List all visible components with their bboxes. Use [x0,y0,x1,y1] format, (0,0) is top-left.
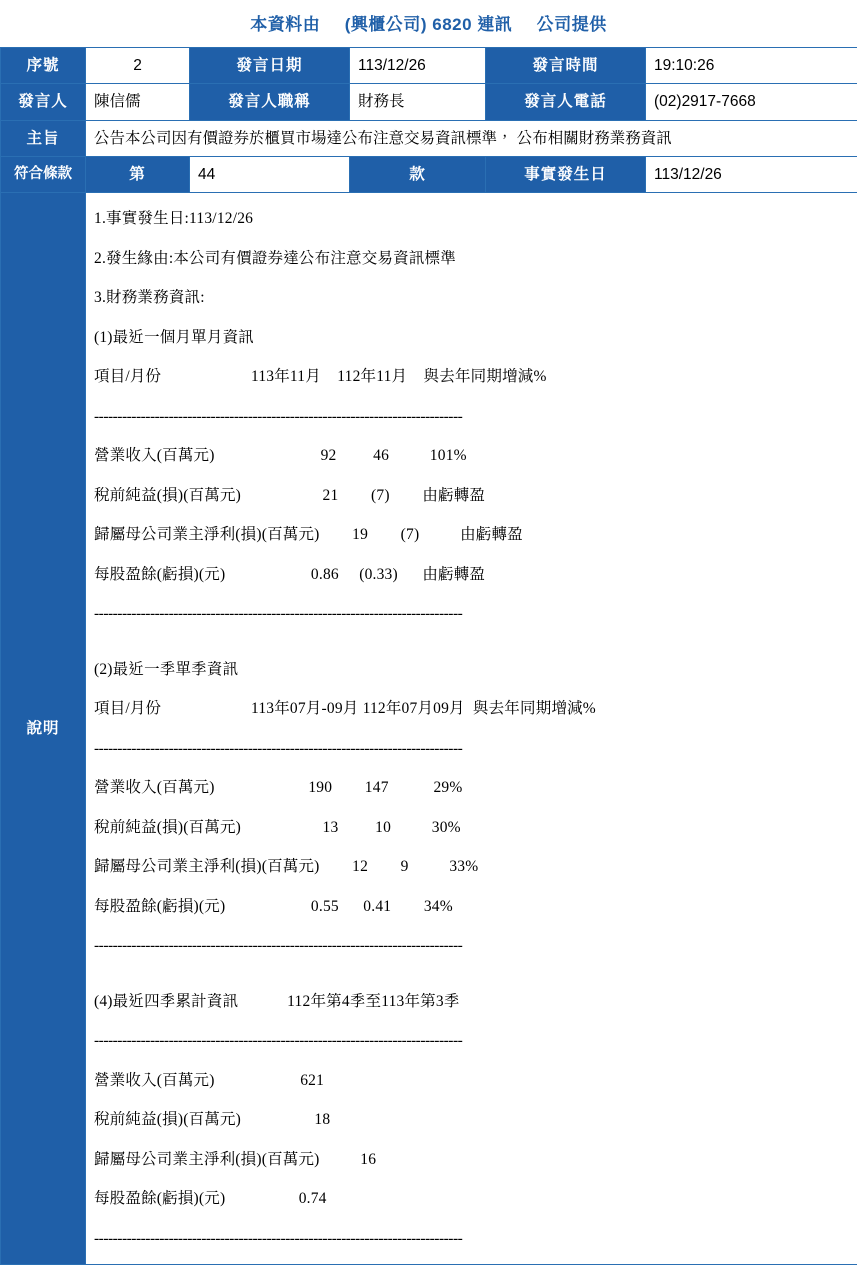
description-line: 1.事實發生日:113/12/26 [94,210,254,227]
speaker-label: 發言人 [1,84,86,120]
headline-suffix: 公司提供 [536,15,607,34]
description-line: 營業收入(百萬元) 190 147 29% [94,779,463,797]
speaker-phone-label: 發言人電話 [486,84,646,120]
description-line: ------------------------------------------------------------------------------- [94,605,463,623]
clause-item-label: 款 [350,156,486,192]
clause-label: 符合條款 [1,156,86,192]
table-row-seq [1,48,857,84]
description-line [94,966,849,982]
clause-no-label: 第 [86,156,190,192]
headline-company: (興櫃公司) 6820 連訊 [344,15,513,34]
speaker-value: 陳信儒 [86,84,190,120]
page-title [0,0,857,47]
description-line: ------------------------------------------------------------------------------- [94,407,463,425]
table-row-description [1,193,857,1265]
speaker-phone-value: (02)2917-7668 [646,84,857,120]
description-line: 3.財務業務資訊: [94,289,205,307]
description-line: 項目/月份 113年07月-09月 112年07月09月 與去年同期增減% [94,700,596,718]
fact-date-label: 事實發生日 [486,156,646,192]
time-value: 19:10:26 [646,48,857,84]
description-line: 營業收入(百萬元) 92 46 101% [94,447,467,465]
description-line: (4)最近四季累計資訊 112年第4季至113年第3季 [94,992,460,1010]
description-line: 每股盈餘(虧損)(元) 0.74 [94,1190,327,1208]
description-text [94,199,849,1258]
seq-label: 序號 [1,48,86,84]
description-line: 稅前純益(損)(百萬元) 13 10 30% [94,818,461,836]
description-line: 項目/月份 113年11月 112年11月 與去年同期增減% [94,368,547,386]
description-line: ------------------------------------------------------------------------------- [94,1229,463,1247]
headline-prefix: 本資料由 [250,15,321,34]
description-line: ------------------------------------------------------------------------------- [94,1032,463,1050]
announcement-table [0,47,857,1265]
time-label: 發言時間 [486,48,646,84]
description-line: 稅前純益(損)(百萬元) 18 [94,1111,331,1129]
description-line: 2.發生緣由:本公司有價證券達公布注意交易資訊標準 [94,249,456,267]
description-line: 營業收入(百萬元) 621 [94,1071,325,1089]
description-line: 每股盈餘(虧損)(元) 0.55 0.41 34% [94,897,453,915]
description-line: (2)最近一季單季資訊 [94,660,239,678]
table-row-clause [1,156,857,192]
description-line [94,634,849,650]
description-line: (1)最近一個月單月資訊 [94,328,254,346]
seq-value: 2 [86,48,190,84]
description-line: 歸屬母公司業主淨利(損)(百萬元) 16 [94,1150,377,1168]
date-value: 113/12/26 [350,48,486,84]
table-row-speaker [1,84,857,120]
fact-date-value: 113/12/26 [646,156,857,192]
description-line: 每股盈餘(虧損)(元) 0.86 (0.33) 由虧轉盈 [94,565,486,583]
date-label: 發言日期 [190,48,350,84]
speaker-title-label: 發言人職稱 [190,84,350,120]
description-line: ------------------------------------------------------------------------------- [94,937,463,955]
description-label: 說明 [1,193,86,1265]
subject-label: 主旨 [1,120,86,156]
table-row-subject [1,120,857,156]
subject-value: 公告本公司因有價證券於櫃買市場達公布注意交易資訊標準， 公布相關財務業務資訊 [86,120,857,156]
clause-no-value: 44 [190,156,350,192]
description-line: ------------------------------------------------------------------------------- [94,739,463,757]
speaker-title-value: 財務長 [350,84,486,120]
description-line: 稅前純益(損)(百萬元) 21 (7) 由虧轉盈 [94,486,486,504]
description-body [86,193,857,1265]
description-line: 歸屬母公司業主淨利(損)(百萬元) 12 9 33% [94,858,479,876]
description-line: 歸屬母公司業主淨利(損)(百萬元) 19 (7) 由虧轉盈 [94,526,523,544]
